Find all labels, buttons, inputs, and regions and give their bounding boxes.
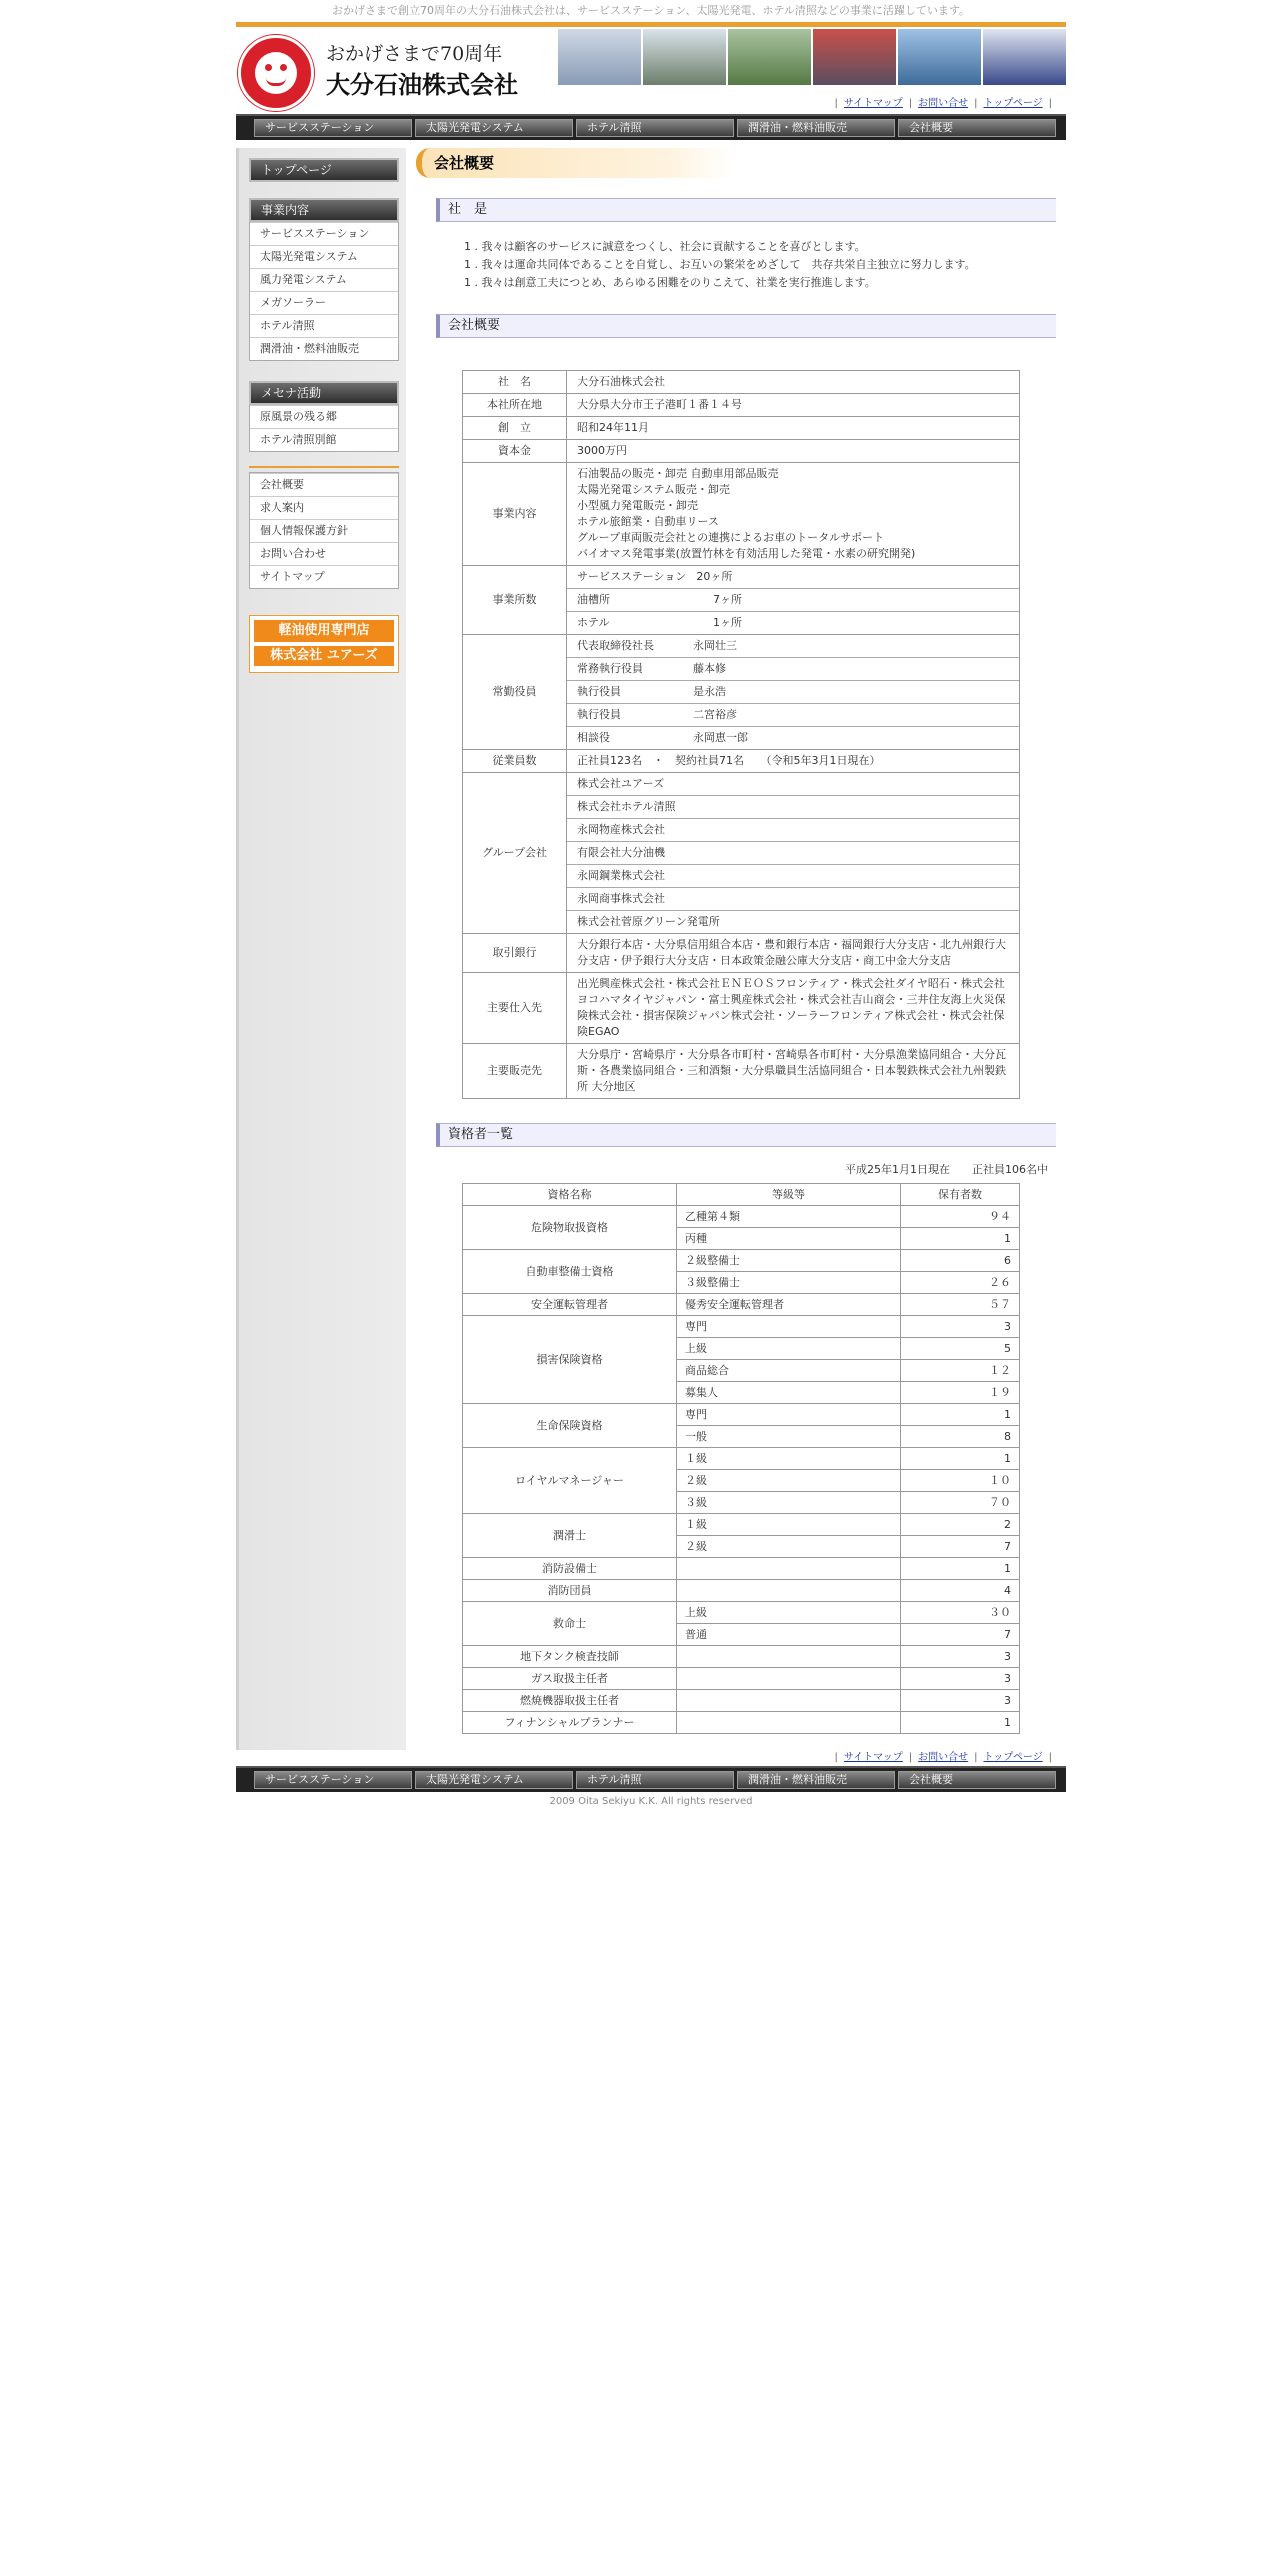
table-header-row: [463, 1184, 1020, 1206]
qual-count: 1: [901, 1448, 1020, 1470]
page-wrapper: [236, 0, 1066, 140]
qual-name: ガス取扱主任者: [463, 1668, 677, 1690]
qual-grade: [677, 1646, 901, 1668]
copyright: 2009 Oita Sekiyu K.K. All rights reserved: [549, 1796, 753, 1807]
qual-name: 救命士: [463, 1602, 677, 1646]
col-header: 等級等: [677, 1184, 901, 1206]
site-header: [236, 22, 1066, 114]
cell-label: 取引銀行: [463, 934, 567, 973]
qual-count: １０: [901, 1470, 1020, 1492]
table-row: [463, 566, 1020, 635]
table-row: [463, 440, 1020, 463]
qual-count: ９４: [901, 1206, 1020, 1228]
site-row: [567, 566, 1019, 589]
group-company: 有限会社大分油機: [567, 842, 1019, 865]
motto-heading: 社 是: [436, 198, 1056, 222]
qual-grade: 上級: [677, 1338, 901, 1360]
table-row: [463, 1250, 1020, 1272]
group-company: 株式会社ホテル清照: [567, 796, 1019, 819]
cell-value: [567, 566, 1020, 635]
qual-grade: 丙種: [677, 1228, 901, 1250]
sidebar-item-landscape[interactable]: 原風景の残る郷: [250, 405, 398, 428]
company-name: 大分石油株式会社: [326, 70, 518, 99]
sidebar-item-recruit[interactable]: 求人案内: [250, 496, 398, 519]
officer-title: 執行役員: [577, 708, 621, 721]
qual-count: 8: [901, 1426, 1020, 1448]
table-row: [463, 1668, 1020, 1690]
footer-nav: [236, 1766, 1066, 1792]
qual-grade: ２級整備士: [677, 1250, 901, 1272]
nav-company[interactable]: 会社概要: [898, 119, 1056, 137]
quals-as-of: 平成25年1月1日現在 正社員106名中: [845, 1163, 1048, 1176]
sidebar: [236, 148, 406, 1750]
cell-label: 主要仕入先: [463, 973, 567, 1044]
motto-item: 1 . 我々は運命共同体であることを自覚し、お互いの繁栄をめざして 共存共栄自主独立に努力します。: [464, 258, 976, 271]
footer-link-contact[interactable]: お問い合せ: [918, 1752, 969, 1763]
sidebar-divider: [249, 466, 399, 468]
site-count: 1ヶ所: [713, 616, 742, 629]
qual-grade: １級: [677, 1448, 901, 1470]
sidebar-mecenat-heading: メセナ活動: [249, 381, 399, 405]
table-row: [463, 1316, 1020, 1338]
footer-nav-service-station[interactable]: サービスステーション: [254, 1771, 412, 1789]
table-row: [463, 1448, 1020, 1470]
qual-grade: 一般: [677, 1426, 901, 1448]
qual-count: 2: [901, 1514, 1020, 1536]
group-company: 永岡商事株式会社: [567, 888, 1019, 911]
qual-grade: 専門: [677, 1316, 901, 1338]
site-row: [567, 589, 1019, 612]
officer-name: 永岡恵一郎: [693, 731, 748, 744]
table-row: [463, 1646, 1020, 1668]
officer-row: [567, 704, 1019, 727]
officer-name: 永岡壮三: [693, 639, 737, 652]
site-count: 20ヶ所: [696, 570, 733, 583]
nav-solar[interactable]: 太陽光発電システム: [415, 119, 573, 137]
sidebar-item-company[interactable]: 会社概要: [250, 473, 398, 496]
cell-value: 昭和24年11月: [567, 417, 1020, 440]
cell-value: 大分石油株式会社: [567, 371, 1020, 394]
qual-grade: ２級: [677, 1470, 901, 1492]
company-overview-table: [462, 370, 1020, 1099]
qual-grade: 優秀安全運転管理者: [677, 1294, 901, 1316]
qual-grade: 乙種第４類: [677, 1206, 901, 1228]
footer-nav-lubricant[interactable]: 潤滑油・燃料油販売: [737, 1771, 895, 1789]
qual-grade: 専門: [677, 1404, 901, 1426]
group-company: 永岡鋼業株式会社: [567, 865, 1019, 888]
sidebar-business-list: [249, 222, 399, 361]
sidebar-item-hotel[interactable]: ホテル清照: [250, 314, 398, 337]
banner-line1: 軽油使用専門店: [254, 620, 394, 642]
business-line: ホテル旅館業・自動車リース: [577, 515, 719, 528]
qual-count: ５７: [901, 1294, 1020, 1316]
qual-count: 1: [901, 1558, 1020, 1580]
header-photo-event: [813, 29, 896, 85]
nav-hotel[interactable]: ホテル清照: [576, 119, 734, 137]
site-type: サービスステーション: [577, 570, 687, 583]
qual-count: ２６: [901, 1272, 1020, 1294]
officer-name: 藤本修: [693, 662, 726, 675]
qual-name: 自動車整備士資格: [463, 1250, 677, 1294]
motto-item: 1 . 我々は顧客のサービスに誠意をつくし、社会に貢献することを喜びとします。: [464, 240, 866, 253]
qual-count: 3: [901, 1316, 1020, 1338]
sidebar-item-mega-solar[interactable]: メガソーラー: [250, 291, 398, 314]
sidebar-item-hotel-annex[interactable]: ホテル清照別館: [250, 428, 398, 451]
sidebar-top-page[interactable]: トップページ: [249, 158, 399, 182]
qual-count: ３０: [901, 1602, 1020, 1624]
table-row: [463, 1712, 1020, 1734]
cell-value: [567, 463, 1020, 566]
footer-nav-company[interactable]: 会社概要: [898, 1771, 1056, 1789]
header-photo-mountains: [643, 29, 726, 85]
officer-row: [567, 727, 1019, 749]
officer-row: [567, 681, 1019, 704]
qual-count: 4: [901, 1580, 1020, 1602]
motto-item: 1 . 我々は創意工夫につとめ、あらゆる困難をのりこえて、社業を実行推進します。: [464, 276, 876, 289]
qual-name: 生命保険資格: [463, 1404, 677, 1448]
qual-count: 3: [901, 1668, 1020, 1690]
cell-label: 常勤役員: [463, 635, 567, 750]
cell-label: 創 立: [463, 417, 567, 440]
footer-link-top-page[interactable]: トップページ: [983, 1752, 1043, 1763]
cell-value: 大分県大分市王子港町１番１４号: [567, 394, 1020, 417]
table-row: [463, 1044, 1020, 1099]
site-row: [567, 612, 1019, 634]
qual-grade: 募集人: [677, 1382, 901, 1404]
group-company: 永岡物産株式会社: [567, 819, 1019, 842]
qual-grade: [677, 1668, 901, 1690]
officer-name: 二宮裕彦: [693, 708, 737, 721]
table-row: [463, 934, 1020, 973]
qual-name: 潤滑士: [463, 1514, 677, 1558]
officer-title: 代表取締役社長: [577, 639, 654, 652]
qual-grade: ３級: [677, 1492, 901, 1514]
cell-value: 大分県庁・宮崎県庁・大分県各市町村・宮崎県各市町村・大分県漁業協同組合・大分瓦斯・各農業協同組合・三和酒類・大分県職員生活協同組合・日本製鉄株式会社九州製鉄所 大分地区: [567, 1044, 1020, 1099]
qual-grade: 上級: [677, 1602, 901, 1624]
qual-grade: 普通: [677, 1624, 901, 1646]
qual-count: 1: [901, 1228, 1020, 1250]
table-row: [463, 750, 1020, 773]
nav-service-station[interactable]: サービスステーション: [254, 119, 412, 137]
sidebar-item-service-station[interactable]: サービスステーション: [250, 222, 398, 245]
main-content: [416, 148, 1056, 1734]
anniversary-text: おかげさまで70周年: [326, 43, 503, 65]
sidebar-mecenat-list: [249, 405, 399, 452]
cell-value: 出光興産株式会社・株式会社ＥＮＥＯＳフロンティア・株式会社ダイヤ昭石・株式会社ヨコハマタイヤジャパン・富士興産株式会社・株式会社吉山商会・三井住友海上火災保険株式会社・損害保険ジャパン株式会社・ソーラーフロンティア株式会社・株式会社保険EGAO: [567, 973, 1020, 1044]
col-header: 保有者数: [901, 1184, 1020, 1206]
qual-name: 安全運転管理者: [463, 1294, 677, 1316]
qual-count: 5: [901, 1338, 1020, 1360]
qual-count: 3: [901, 1690, 1020, 1712]
qual-name: 消防団員: [463, 1580, 677, 1602]
business-line: 太陽光発電システム販売・卸売: [577, 483, 730, 496]
table-row: [463, 1404, 1020, 1426]
sidebar-item-privacy[interactable]: 個人情報保護方針: [250, 519, 398, 542]
link-sitemap[interactable]: サイトマップ: [843, 98, 903, 109]
col-header: 資格名称: [463, 1184, 677, 1206]
cell-label: 本社所在地: [463, 394, 567, 417]
qual-name: 燃焼機器取扱主任者: [463, 1690, 677, 1712]
cell-label: 事業内容: [463, 463, 567, 566]
table-row: [463, 1558, 1020, 1580]
qual-count: 6: [901, 1250, 1020, 1272]
site-count: 7ヶ所: [713, 593, 742, 606]
cell-value: [567, 773, 1020, 934]
sidebar-item-contact[interactable]: お問い合わせ: [250, 542, 398, 565]
table-row: [463, 1514, 1020, 1536]
sidebar-info-list: [249, 472, 399, 589]
main-nav: [236, 114, 1066, 140]
overview-heading: 会社概要: [436, 314, 1056, 338]
header-photo-strip: [556, 29, 1066, 85]
officer-name: 是永浩: [693, 685, 726, 698]
quals-heading: 資格者一覧: [436, 1123, 1056, 1147]
qual-name: 危険物取扱資格: [463, 1206, 677, 1250]
header-photo-coast: [898, 29, 981, 85]
site-type: ホテル: [577, 616, 610, 629]
footer-links: | サイトマップ | お問い合せ | トップページ |: [834, 1752, 1052, 1763]
qual-name: 地下タンク検査技師: [463, 1646, 677, 1668]
qual-name: ロイヤルマネージャー: [463, 1448, 677, 1514]
officer-title: 常務執行役員: [577, 662, 643, 675]
qual-count: 1: [901, 1712, 1020, 1734]
table-row: [463, 371, 1020, 394]
qual-grade: 商品総合: [677, 1360, 901, 1382]
header-photo-fields: [728, 29, 811, 85]
qual-count: １９: [901, 1382, 1020, 1404]
header-photo-hotel: [983, 29, 1066, 85]
qual-name: 消防設備士: [463, 1558, 677, 1580]
table-row: [463, 394, 1020, 417]
footer-nav-solar[interactable]: 太陽光発電システム: [415, 1771, 573, 1789]
table-row: [463, 1206, 1020, 1228]
qual-grade: [677, 1558, 901, 1580]
table-row: [463, 463, 1020, 566]
qual-grade: [677, 1690, 901, 1712]
group-company: 株式会社ユアーズ: [567, 773, 1019, 796]
cell-value: 大分銀行本店・大分県信用組合本店・豊和銀行本店・福岡銀行大分支店・北九州銀行大分支店・伊予銀行大分支店・日本政策金融公庫大分支店・商工中金大分支店: [567, 934, 1020, 973]
table-row: [463, 1690, 1020, 1712]
qual-count: ７０: [901, 1492, 1020, 1514]
yours-banner[interactable]: [249, 615, 399, 673]
header-photo-gas-station: [558, 29, 641, 85]
site-tagline: おかげさまで創立70周年の大分石油株式会社は、サービスステーション、太陽光発電、ホテル清照などの事業に活躍しています。: [331, 4, 971, 17]
group-company: 株式会社菅原グリーン発電所: [577, 915, 720, 928]
qual-name: 損害保険資格: [463, 1316, 677, 1404]
table-row: [463, 1580, 1020, 1602]
officer-row: [567, 658, 1019, 681]
qual-count: 7: [901, 1624, 1020, 1646]
business-line: 石油製品の販売・卸売 自動車用部品販売: [577, 467, 779, 480]
table-row: [463, 1602, 1020, 1624]
business-line: 小型風力発電販売・卸売: [577, 499, 698, 512]
table-row: [463, 417, 1020, 440]
cell-label: 社 名: [463, 371, 567, 394]
officer-row: [567, 635, 1019, 658]
logo-face: [255, 52, 297, 94]
qual-count: 7: [901, 1536, 1020, 1558]
cell-label: 事業所数: [463, 566, 567, 635]
header-links: | サイトマップ | お問い合せ | トップページ |: [834, 98, 1052, 109]
qual-grade: １級: [677, 1514, 901, 1536]
business-line: バイオマス発電事業(放置竹林を有効活用した発電・水素の研究開発): [577, 547, 916, 560]
business-line: グループ車両販売会社との連携によるお車のトータルサポート: [577, 531, 885, 544]
table-row: [463, 973, 1020, 1044]
sidebar-item-wind[interactable]: 風力発電システム: [250, 268, 398, 291]
cell-value: 3000万円: [567, 440, 1020, 463]
table-row: [463, 1294, 1020, 1316]
qualifications-table: [462, 1183, 1020, 1734]
link-contact[interactable]: お問い合せ: [918, 98, 969, 109]
page-title: 会社概要: [416, 148, 866, 178]
qual-grade: ３級整備士: [677, 1272, 901, 1294]
qual-name: フィナンシャルプランナー: [463, 1712, 677, 1734]
qual-grade: [677, 1712, 901, 1734]
link-top-page[interactable]: トップページ: [983, 98, 1043, 109]
qual-count: 1: [901, 1404, 1020, 1426]
sidebar-business-heading: 事業内容: [249, 198, 399, 222]
table-row: [463, 635, 1020, 750]
sidebar-item-lubricant[interactable]: 潤滑油・燃料油販売: [250, 337, 398, 360]
table-row: [463, 773, 1020, 934]
qual-count: １２: [901, 1360, 1020, 1382]
cell-label: 従業員数: [463, 750, 567, 773]
qual-grade: ２級: [677, 1536, 901, 1558]
cell-value: [567, 635, 1020, 750]
footer-link-sitemap[interactable]: サイトマップ: [843, 1752, 903, 1763]
officer-title: 執行役員: [577, 685, 621, 698]
qual-count: 3: [901, 1646, 1020, 1668]
cell-value: 正社員123名 ・ 契約社員71名 （令和5年3月1日現在）: [567, 750, 1020, 773]
sidebar-item-sitemap[interactable]: サイトマップ: [250, 565, 398, 588]
motto-list: [464, 238, 1056, 292]
banner-line2: 株式会社 ユアーズ: [254, 646, 394, 666]
cell-label: グループ会社: [463, 773, 567, 934]
site-type: 油槽所: [577, 593, 610, 606]
company-logo-icon[interactable]: [238, 35, 314, 111]
qual-grade: [677, 1580, 901, 1602]
sidebar-item-solar[interactable]: 太陽光発電システム: [250, 245, 398, 268]
nav-lubricant[interactable]: 潤滑油・燃料油販売: [737, 119, 895, 137]
cell-label: 資本金: [463, 440, 567, 463]
officer-title: 相談役: [577, 731, 610, 744]
footer-nav-hotel[interactable]: ホテル清照: [576, 1771, 734, 1789]
cell-label: 主要販売先: [463, 1044, 567, 1099]
qualifications-body: [463, 1206, 1020, 1734]
